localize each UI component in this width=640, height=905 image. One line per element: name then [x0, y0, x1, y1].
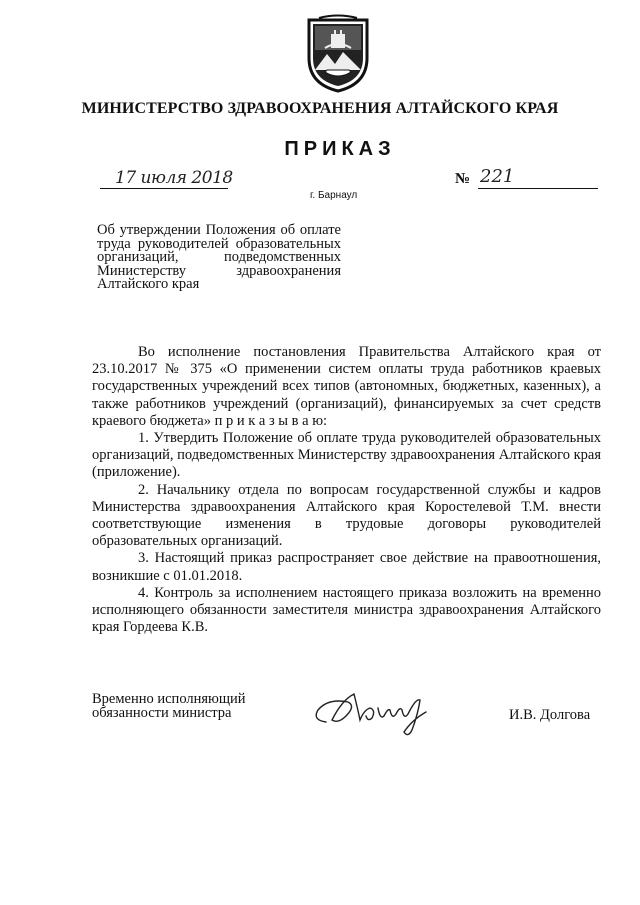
coat-of-arms-icon: [301, 14, 375, 94]
signatory-name: И.В. Долгова: [509, 707, 591, 723]
signatory-title-line1: Временно исполняющий: [92, 691, 246, 707]
city: г. Барнаул: [310, 190, 358, 201]
clause-3: 3. Настоящий приказ распространяет свое действие на правоотношения, возникшие с 01.01.2018.: [92, 550, 601, 584]
order-subject: Об утверждении Положения об оплате труда руководителей образовательных организаций, подведомственных Министерству здравоохранения Алтайского края: [97, 222, 341, 293]
number-label: №: [455, 171, 471, 187]
preamble-paragraph: Во исполнение постановления Правительства Алтайского края от 23.10.2017 № 375 «О применении систем оплаты труда работников краевых государственных учреждений всех типов (автономных, бюджетных, казенных), а также работников учреждений (организаций), финансируемых за счет средств краевого бюджета» п р и к а з ы в а ю:: [92, 344, 601, 429]
handwritten-number: 221: [480, 166, 515, 187]
signatory-title-line2: обязанности министра: [92, 705, 232, 721]
order-body: [92, 344, 601, 636]
number-underline: [478, 188, 598, 189]
date-underline: [100, 188, 228, 189]
clause-4: 4. Контроль за исполнением настоящего приказа возложить на временно исполняющего обязанности заместителя министра здравоохранения Алтайского края Гордеева К.В.: [92, 584, 601, 636]
signature-icon: [308, 680, 448, 740]
ministry-name: МИНИСТЕРСТВО ЗДРАВООХРАНЕНИЯ АЛТАЙСКОГО КРАЯ: [81, 100, 559, 117]
clause-1: 1. Утвердить Положение об оплате труда руководителей образовательных организаций, подведомственных Министерству здравоохранения Алтайского края (приложение).: [92, 430, 601, 481]
document-type: ПРИКАЗ: [284, 138, 396, 160]
handwritten-date: 17 июля 2018: [115, 168, 233, 188]
signatory-title: [92, 692, 292, 720]
clause-2: 2. Начальнику отдела по вопросам государственной службы и кадров Министерства здравоохранения Алтайского края Коростелевой Т.М. внести соответствующие изменения в трудовые договоры руководителей образовательных организаций.: [92, 481, 601, 550]
